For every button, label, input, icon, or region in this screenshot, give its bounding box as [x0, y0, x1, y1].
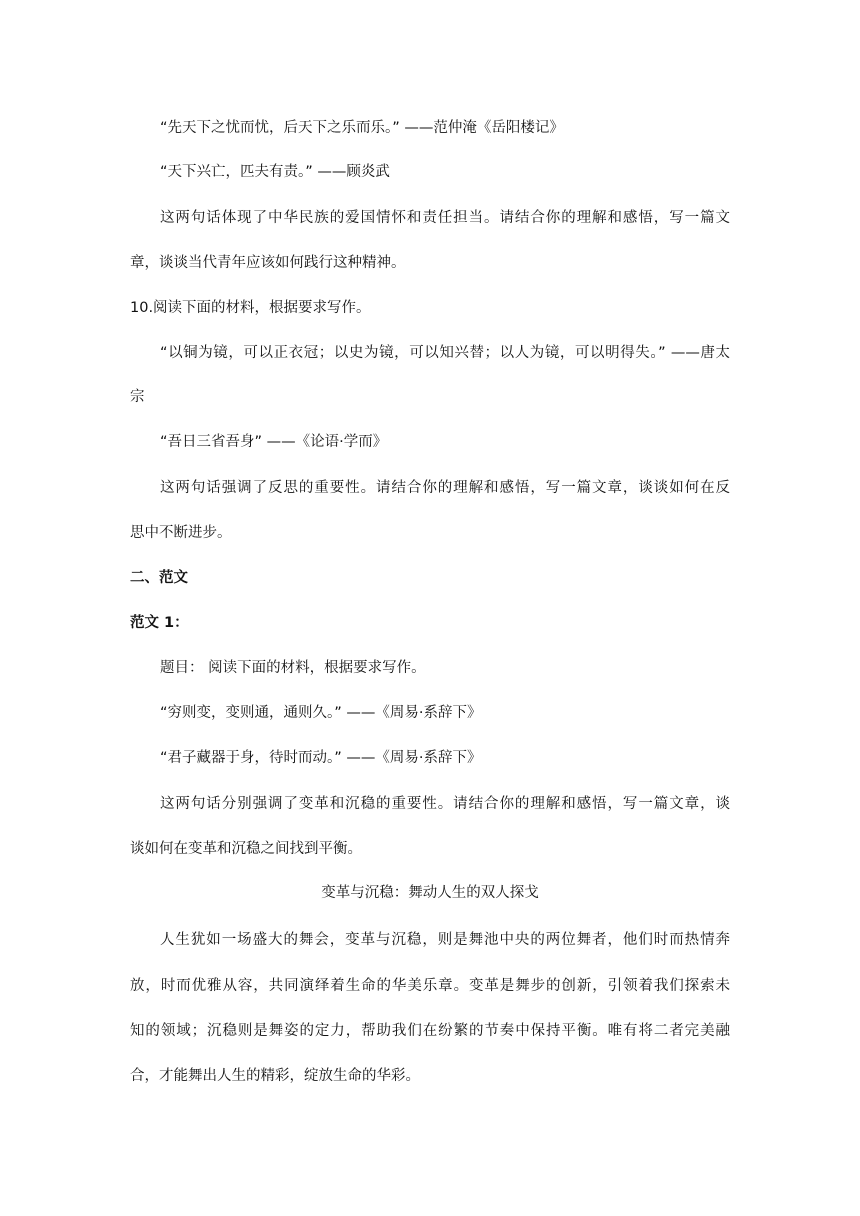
sample-1-prompt-line-2: 谈如何在变革和沉稳之间找到平衡。 [130, 841, 362, 857]
q9-prompt-line-1: 这两句话体现了中华民族的爱国情怀和责任担当。请结合你的理解和感悟，写一篇文 [160, 210, 730, 226]
q10-title: 10.阅读下面的材料，根据要求写作。 [130, 300, 371, 316]
essay-paragraph-line-3: 知的领域；沉稳则是舞姿的定力，帮助我们在纷繁的节奏中保持平衡。唯有将二者完美融 [130, 1023, 730, 1039]
essay-paragraph-line-4: 合，才能舞出人生的精彩，绽放生命的华彩。 [130, 1068, 420, 1084]
q9-quote-2: “天下兴亡，匹夫有责。” ——顾炎武 [160, 164, 390, 180]
q10-quote-1-line-2: 宗 [130, 389, 145, 405]
sample-1-heading: 范文 1： [130, 615, 189, 631]
q10-quote-1-line-1: “以铜为镜，可以正衣冠；以史为镜，可以知兴替；以人为镜，可以明得失。” ——唐太 [160, 345, 730, 361]
sample-1-prompt-line-1: 这两句话分别强调了变革和沉稳的重要性。请结合你的理解和感悟，写一篇文章，谈 [160, 796, 730, 812]
essay-paragraph-line-1: 人生犹如一场盛大的舞会，变革与沉稳，则是舞池中央的两位舞者，他们时而热情奔 [160, 932, 730, 948]
q10-prompt-line-1: 这两句话强调了反思的重要性。请结合你的理解和感悟，写一篇文章，谈谈如何在反 [160, 480, 730, 496]
essay-paragraph-line-2: 放，时而优雅从容，共同演绎着生命的华美乐章。变革是舞步的创新，引领着我们探索未 [130, 978, 730, 994]
sample-1-quote-1: “穷则变，变则通，通则久。” ——《周易·系辞下》 [160, 705, 482, 721]
q9-quote-1: “先天下之忧而忧，后天下之乐而乐。” ——范仲淹《岳阳楼记》 [160, 120, 564, 136]
q10-quote-2: “吾日三省吾身” ——《论语·学而》 [160, 434, 388, 450]
q10-prompt-line-2: 思中不断进步。 [130, 525, 232, 541]
sample-1-topic: 题目： 阅读下面的材料，根据要求写作。 [160, 660, 426, 676]
section-heading: 二、范文 [130, 570, 188, 586]
q9-prompt-line-2: 章，谈谈当代青年应该如何践行这种精神。 [130, 255, 406, 271]
essay-title: 变革与沉稳：舞动人生的双人探戈 [321, 885, 539, 901]
sample-1-quote-2: “君子藏器于身，待时而动。” ——《周易·系辞下》 [160, 750, 482, 766]
